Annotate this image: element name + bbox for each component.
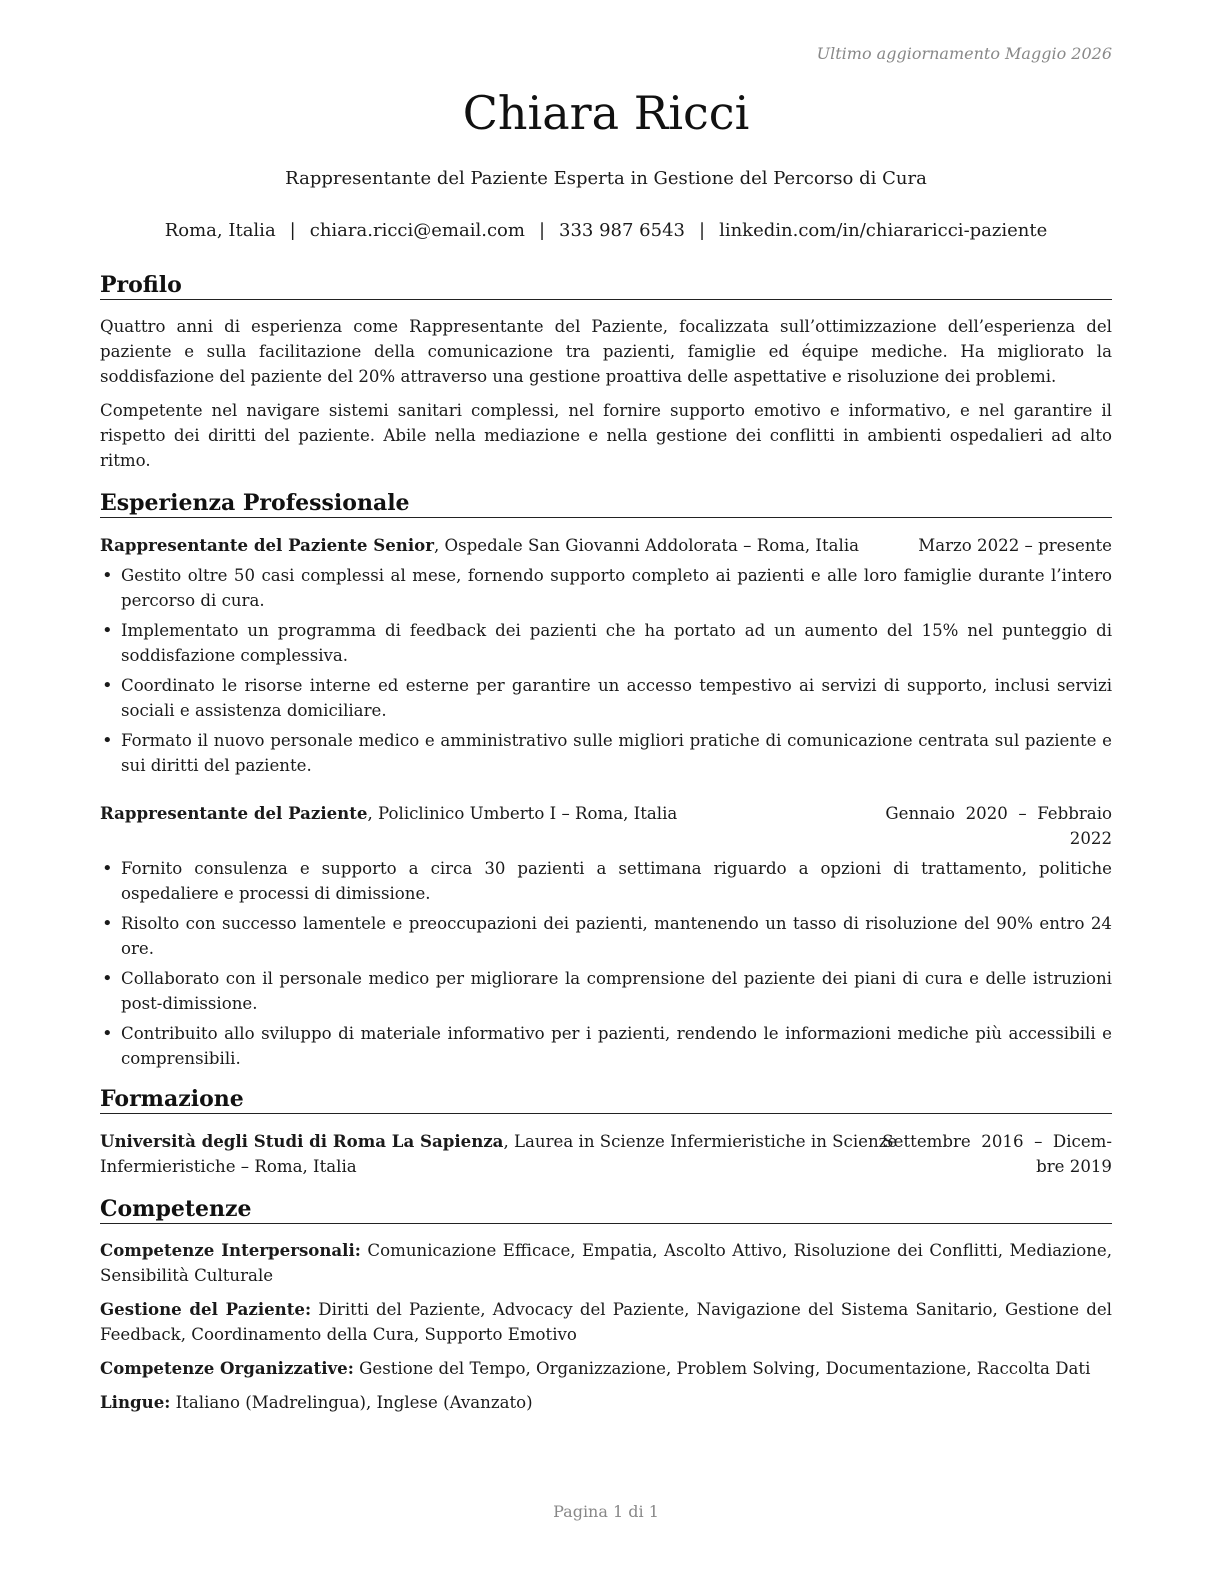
job-dates <box>885 801 1112 851</box>
contact-email[interactable]: chiara.ricci@email.com <box>309 220 525 241</box>
list-item: • Fornito consulenza e supporto a circa 30 pazienti a settimana riguardo a opzioni di trattamento, politiche ospedaliere e processi di dimissione. <box>100 856 1112 906</box>
list-item: • Contribuito allo sviluppo di materiale informativo per i pazienti, rendendo le informazioni mediche più accessibili e comprensibili. <box>100 1021 1112 1071</box>
education-degree: , Laurea in Scienze Infermieristiche in Scienze <box>503 1132 898 1151</box>
job-role: Rappresentante del Paziente Senior <box>100 535 434 555</box>
skill-text: Comunicazione Efficace, Empatia, Ascolto Attivo, Risoluzione dei Conflitti, Mediazione, Sensibilità Culturale <box>100 1241 1112 1285</box>
list-item: • Risolto con successo lamentele e preoccupazioni dei pazienti, mantenendo un tasso di risoluzione del 90% entro 24 ore. <box>100 911 1112 961</box>
section-title-experience: Esperienza Professionale <box>100 490 1112 518</box>
education-entry <box>100 1129 1112 1179</box>
resume-page <box>100 0 1112 1584</box>
job-bullets <box>100 856 1112 1076</box>
skill-text: Diritti del Paziente, Advocacy del Paziente, Navigazione del Sistema Sanitario, Gestione del Feedback, Coordinamento della Cura, Supporto Emotivo <box>100 1300 1112 1344</box>
education-dates <box>882 1129 1112 1179</box>
contact-separator: | <box>538 220 546 241</box>
job-organization: , Ospedale San Giovanni Addolorata – Roma, Italia <box>433 536 860 555</box>
list-item: • Formato il nuovo personale medico e amministrativo sulle migliori pratiche di comunicazione centrata sul paziente e sui diritti del paziente. <box>100 728 1112 778</box>
job-dates-line: Gennaio 2020 – Febbraio <box>885 804 1112 823</box>
list-item: • Collaborato con il personale medico per migliorare la comprensione del paziente dei piani di cura e delle istruzioni post-dimissione. <box>100 966 1112 1016</box>
job-dates: Marzo 2022 – presente <box>918 536 1112 555</box>
contact-line <box>100 220 1112 241</box>
section-title-education: Formazione <box>100 1086 1112 1114</box>
list-item: • Coordinato le risorse interne ed esterne per garantire un accesso tempestivo ai servizi di supporto, inclusi servizi sociali e assistenza domiciliare. <box>100 673 1112 723</box>
profile-paragraph: Competente nel navigare sistemi sanitari complessi, nel fornire supporto emotivo e informativo, e nel garantire il rispetto dei diritti del paziente. Abile nella mediazione e nella gestione dei conflitti in ambienti ospedalieri ad alto ritmo. <box>100 401 1112 470</box>
skill-label: Gestione del Paziente: <box>100 1299 312 1319</box>
job-header <box>100 801 1112 848</box>
skill-label: Competenze Organizzative: <box>100 1358 354 1378</box>
job-bullets <box>100 563 1112 783</box>
list-item: • Implementato un programma di feedback dei pazienti che ha portato ad un aumento del 15% nel punteggio di soddisfazione complessiva. <box>100 618 1112 668</box>
contact-location: Roma, Italia <box>164 220 276 241</box>
contact-phone: 333 987 6543 <box>559 220 685 241</box>
contact-separator: | <box>698 220 706 241</box>
skill-group <box>100 1238 1112 1288</box>
contact-separator: | <box>289 220 296 241</box>
profile-paragraph: Quattro anni di esperienza come Rappresentante del Paziente, focalizzata sull’ottimizzazione dell’esperienza del paziente e sulla facilitazione della comunicazione tra pazienti, famiglie ed équipe mediche. Ha migliorato la soddisfazione del paziente del 20% attraverso una gestione proattiva delle aspettative e risoluzione dei problemi. <box>100 317 1112 386</box>
headline: Rappresentante del Paziente Esperta in Gestione del Percorso di Cura <box>285 168 927 189</box>
job-role: Rappresentante del Paziente <box>100 803 368 823</box>
candidate-name: Chiara Ricci <box>462 86 750 140</box>
job-organization: , Policlinico Umberto I – Roma, Italia <box>367 804 678 823</box>
skill-label: Lingue: <box>100 1392 171 1412</box>
job-dates-line: 2022 <box>1069 829 1112 848</box>
skill-text: Italiano (Madrelingua), Inglese (Avanzato) <box>170 1393 533 1412</box>
skill-group <box>100 1356 1112 1381</box>
job-header <box>100 533 1112 558</box>
education-degree-cont: Infermieristiche – Roma, Italia <box>100 1157 357 1176</box>
list-item: • Gestito oltre 50 casi complessi al mese, fornendo supporto completo ai pazienti e alle loro famiglie durante l’intero percorso di cura. <box>100 563 1112 613</box>
page-number: Pagina 1 di 1 <box>553 1502 659 1521</box>
skill-label: Competenze Interpersonali: <box>100 1240 361 1260</box>
last-updated: Ultimo aggiornamento Maggio 2026 <box>816 44 1112 63</box>
skill-text: Gestione del Tempo, Organizzazione, Problem Solving, Documentazione, Raccolta Dati <box>353 1359 1091 1378</box>
education-dates-line: bre 2019 <box>1036 1157 1112 1176</box>
section-title-profile: Profilo <box>100 272 1112 300</box>
skill-group <box>100 1297 1112 1347</box>
contact-linkedin[interactable]: linkedin.com/in/chiararicci-paziente <box>719 220 1048 241</box>
section-title-skills: Competenze <box>100 1196 1112 1224</box>
education-school: Università degli Studi di Roma La Sapienza <box>100 1131 504 1151</box>
education-dates-line: Settembre 2016 – Dicem- <box>882 1132 1112 1151</box>
skill-group <box>100 1390 1112 1415</box>
